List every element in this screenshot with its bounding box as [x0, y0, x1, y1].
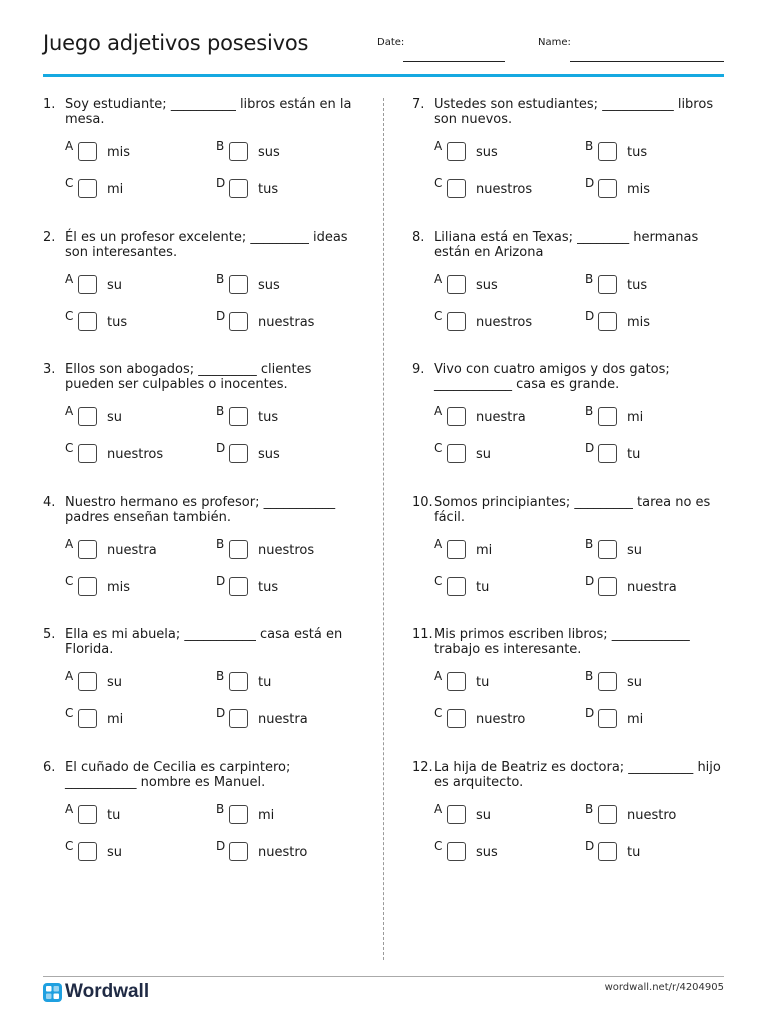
answer-option-d[interactable]: [216, 176, 356, 203]
option-label: nuestra: [107, 543, 157, 558]
option-label: nuestro: [627, 808, 677, 823]
option-label: mi: [627, 712, 644, 727]
option-label: tus: [258, 410, 279, 425]
answer-option-c[interactable]: [65, 309, 205, 336]
option-label: tu: [258, 675, 272, 690]
option-label: nuestros: [476, 315, 533, 330]
option-letter: A: [434, 669, 443, 683]
option-letter: A: [434, 802, 443, 816]
answer-option-a[interactable]: [65, 139, 205, 166]
question-text: Vivo con cuatro amigos y dos gatos; ____________ casa es grande.: [434, 362, 670, 392]
option-letter: D: [216, 839, 226, 853]
option-letter: B: [585, 404, 594, 418]
answer-option-d[interactable]: [216, 309, 356, 336]
answer-option-c[interactable]: [65, 441, 205, 468]
answer-option-b[interactable]: [585, 404, 725, 431]
option-label: mis: [627, 182, 651, 197]
option-label: su: [627, 543, 643, 558]
answer-option-a[interactable]: [434, 669, 574, 696]
option-label: sus: [476, 145, 498, 160]
answer-option-b[interactable]: [216, 537, 356, 564]
option-label: tu: [627, 845, 641, 860]
answer-option-b[interactable]: [216, 139, 356, 166]
question-number: 9.: [412, 362, 425, 377]
option-checkbox[interactable]: [598, 842, 617, 861]
option-label: nuestros: [476, 182, 533, 197]
question-text: El cuñado de Cecilia es carpintero; ___________ nombre es Manuel.: [65, 760, 291, 790]
option-label: mis: [107, 580, 131, 595]
answer-option-d[interactable]: [585, 839, 725, 866]
answer-option-a[interactable]: [65, 537, 205, 564]
option-letter: D: [216, 441, 226, 455]
option-letter: A: [65, 537, 74, 551]
answer-option-a[interactable]: [434, 802, 574, 829]
option-checkbox[interactable]: [78, 672, 97, 691]
page-title: Juego adjetivos posesivos: [43, 31, 309, 55]
question-text: Nuestro hermano es profesor; ___________ padres enseñan también.: [65, 495, 336, 525]
answer-option-a[interactable]: [434, 139, 574, 166]
option-checkbox[interactable]: [447, 179, 466, 198]
option-checkbox[interactable]: [598, 312, 617, 331]
option-letter: B: [216, 139, 225, 153]
answer-option-a[interactable]: [434, 272, 574, 299]
option-letter: D: [585, 574, 595, 588]
option-letter: A: [434, 272, 443, 286]
question-number: 3.: [43, 362, 56, 377]
option-label: sus: [476, 845, 498, 860]
option-checkbox[interactable]: [447, 805, 466, 824]
answer-option-b[interactable]: [216, 802, 356, 829]
answer-option-b[interactable]: [216, 404, 356, 431]
option-checkbox[interactable]: [229, 142, 248, 161]
option-label: nuestros: [107, 447, 164, 462]
option-label: sus: [258, 447, 280, 462]
option-letter: B: [216, 404, 225, 418]
answer-option-a[interactable]: [65, 404, 205, 431]
option-letter: D: [216, 706, 226, 720]
option-label: mi: [258, 808, 275, 823]
question-number: 10.: [412, 495, 433, 510]
option-letter: A: [65, 139, 74, 153]
option-letter: C: [434, 839, 443, 853]
option-letter: A: [65, 272, 74, 286]
answer-option-c[interactable]: [434, 839, 574, 866]
option-label: sus: [258, 145, 280, 160]
option-checkbox[interactable]: [598, 805, 617, 824]
option-label: sus: [258, 278, 280, 293]
option-label: su: [107, 278, 123, 293]
question-text: Ella es mi abuela; ___________ casa está en Florida.: [65, 627, 343, 657]
question-number: 5.: [43, 627, 56, 642]
option-checkbox[interactable]: [229, 577, 248, 596]
option-checkbox[interactable]: [78, 179, 97, 198]
option-label: tu: [476, 675, 490, 690]
option-letter: A: [434, 139, 443, 153]
answer-option-c[interactable]: [434, 176, 574, 203]
option-checkbox[interactable]: [229, 672, 248, 691]
wordwall-logo-icon: [43, 983, 62, 1002]
question-text: Somos principiantes; _________ tarea no es fácil.: [434, 495, 711, 525]
question-number: 11.: [412, 627, 433, 642]
option-letter: A: [65, 404, 74, 418]
option-letter: C: [65, 441, 74, 455]
option-letter: D: [216, 574, 226, 588]
answer-option-a[interactable]: [434, 537, 574, 564]
question-number: 8.: [412, 230, 425, 245]
option-letter: C: [65, 574, 74, 588]
option-checkbox[interactable]: [229, 407, 248, 426]
option-label: tus: [107, 315, 128, 330]
option-checkbox[interactable]: [229, 312, 248, 331]
option-label: su: [107, 410, 123, 425]
option-letter: A: [65, 802, 74, 816]
option-letter: C: [434, 706, 443, 720]
answer-option-c[interactable]: [65, 839, 205, 866]
option-checkbox[interactable]: [78, 275, 97, 294]
question-text: Él es un profesor excelente; _________ ideas son interesantes.: [65, 230, 348, 260]
answer-option-c[interactable]: [434, 706, 574, 733]
option-checkbox[interactable]: [598, 142, 617, 161]
option-checkbox[interactable]: [598, 672, 617, 691]
answer-option-b[interactable]: [216, 272, 356, 299]
header-accent-bar: [43, 74, 724, 77]
option-letter: D: [585, 839, 595, 853]
option-checkbox[interactable]: [447, 577, 466, 596]
option-checkbox[interactable]: [78, 312, 97, 331]
option-checkbox[interactable]: [229, 805, 248, 824]
option-letter: C: [434, 309, 443, 323]
date-field-line[interactable]: [403, 61, 505, 62]
option-checkbox[interactable]: [78, 540, 97, 559]
option-letter: A: [434, 537, 443, 551]
question-text: La hija de Beatriz es doctora; __________ hijo es arquitecto.: [434, 760, 721, 790]
option-letter: D: [585, 176, 595, 190]
answer-option-a[interactable]: [434, 404, 574, 431]
option-letter: C: [65, 839, 74, 853]
option-letter: B: [585, 669, 594, 683]
option-label: nuestros: [258, 543, 315, 558]
option-letter: C: [65, 706, 74, 720]
option-letter: D: [585, 441, 595, 455]
option-checkbox[interactable]: [78, 842, 97, 861]
option-label: mis: [627, 315, 651, 330]
option-checkbox[interactable]: [598, 540, 617, 559]
option-letter: C: [65, 176, 74, 190]
wordwall-logo-text: Wordwall: [65, 981, 150, 1002]
option-checkbox[interactable]: [229, 275, 248, 294]
answer-option-d[interactable]: [585, 706, 725, 733]
answer-option-b[interactable]: [585, 802, 725, 829]
footer-url: wordwall.net/r/4204905: [604, 982, 724, 993]
option-checkbox[interactable]: [598, 179, 617, 198]
option-label: nuestras: [258, 315, 315, 330]
option-label: mi: [107, 182, 124, 197]
option-checkbox[interactable]: [447, 142, 466, 161]
date-label: Date:: [377, 37, 405, 48]
option-checkbox[interactable]: [229, 842, 248, 861]
answer-option-c[interactable]: [65, 574, 205, 601]
answer-option-b[interactable]: [585, 272, 725, 299]
option-label: tus: [627, 145, 648, 160]
option-checkbox[interactable]: [78, 709, 97, 728]
option-letter: B: [216, 802, 225, 816]
option-label: nuestra: [258, 712, 308, 727]
option-checkbox[interactable]: [598, 577, 617, 596]
option-checkbox[interactable]: [598, 444, 617, 463]
option-letter: B: [216, 272, 225, 286]
question-number: 4.: [43, 495, 56, 510]
option-label: nuestra: [627, 580, 677, 595]
option-letter: A: [434, 404, 443, 418]
option-label: su: [107, 845, 123, 860]
answer-option-b[interactable]: [585, 669, 725, 696]
option-letter: C: [434, 176, 443, 190]
option-checkbox[interactable]: [598, 407, 617, 426]
option-label: su: [627, 675, 643, 690]
answer-option-a[interactable]: [65, 669, 205, 696]
option-label: su: [107, 675, 123, 690]
answer-option-a[interactable]: [65, 272, 205, 299]
option-checkbox[interactable]: [447, 540, 466, 559]
option-label: tus: [258, 182, 279, 197]
option-checkbox[interactable]: [447, 672, 466, 691]
option-label: nuestro: [258, 845, 308, 860]
question-text: Liliana está en Texas; ________ hermanas están en Arizona: [434, 230, 699, 260]
option-checkbox[interactable]: [229, 444, 248, 463]
option-letter: C: [65, 309, 74, 323]
option-checkbox[interactable]: [447, 709, 466, 728]
answer-option-d[interactable]: [216, 706, 356, 733]
answer-option-c[interactable]: [65, 176, 205, 203]
option-label: mis: [107, 145, 131, 160]
option-letter: B: [585, 139, 594, 153]
option-checkbox[interactable]: [447, 407, 466, 426]
answer-option-b[interactable]: [216, 669, 356, 696]
answer-option-d[interactable]: [585, 574, 725, 601]
answer-option-d[interactable]: [585, 176, 725, 203]
option-letter: D: [216, 309, 226, 323]
option-checkbox[interactable]: [229, 540, 248, 559]
answer-option-d[interactable]: [585, 309, 725, 336]
option-checkbox[interactable]: [447, 275, 466, 294]
option-letter: A: [65, 669, 74, 683]
option-checkbox[interactable]: [447, 312, 466, 331]
option-label: tu: [107, 808, 121, 823]
option-checkbox[interactable]: [447, 842, 466, 861]
answer-option-b[interactable]: [585, 139, 725, 166]
question-text: Ellos son abogados; _________ clientes pueden ser culpables o inocentes.: [65, 362, 312, 392]
option-letter: D: [585, 309, 595, 323]
question-number: 7.: [412, 97, 425, 112]
option-label: tus: [258, 580, 279, 595]
question-number: 6.: [43, 760, 56, 775]
answer-option-d[interactable]: [216, 839, 356, 866]
answer-option-c[interactable]: [434, 574, 574, 601]
option-checkbox[interactable]: [78, 577, 97, 596]
answer-option-c[interactable]: [434, 441, 574, 468]
footer-divider: [43, 976, 724, 977]
option-checkbox[interactable]: [598, 709, 617, 728]
option-label: nuestra: [476, 410, 526, 425]
option-checkbox[interactable]: [229, 709, 248, 728]
option-letter: B: [216, 537, 225, 551]
answer-option-c[interactable]: [434, 309, 574, 336]
option-letter: B: [216, 669, 225, 683]
option-label: mi: [476, 543, 493, 558]
option-label: mi: [107, 712, 124, 727]
option-label: tu: [627, 447, 641, 462]
name-label: Name:: [538, 37, 571, 48]
option-letter: B: [585, 537, 594, 551]
answer-option-d[interactable]: [585, 441, 725, 468]
option-letter: B: [585, 802, 594, 816]
answer-option-d[interactable]: [216, 441, 356, 468]
option-checkbox[interactable]: [78, 444, 97, 463]
option-checkbox[interactable]: [78, 407, 97, 426]
answer-option-d[interactable]: [216, 574, 356, 601]
question-number: 2.: [43, 230, 56, 245]
option-letter: B: [585, 272, 594, 286]
answer-option-a[interactable]: [65, 802, 205, 829]
column-divider: [383, 98, 384, 960]
option-letter: D: [216, 176, 226, 190]
option-label: tus: [627, 278, 648, 293]
option-label: su: [476, 447, 492, 462]
option-label: nuestro: [476, 712, 526, 727]
question-text: Ustedes son estudiantes; ___________ libros son nuevos.: [434, 97, 714, 127]
option-letter: D: [585, 706, 595, 720]
answer-option-b[interactable]: [585, 537, 725, 564]
option-label: mi: [627, 410, 644, 425]
question-text: Soy estudiante; __________ libros están en la mesa.: [65, 97, 352, 127]
option-checkbox[interactable]: [447, 444, 466, 463]
option-checkbox[interactable]: [78, 805, 97, 824]
question-text: Mis primos escriben libros; ____________ trabajo es interesante.: [434, 627, 690, 657]
option-checkbox[interactable]: [229, 179, 248, 198]
option-label: sus: [476, 278, 498, 293]
question-number: 12.: [412, 760, 433, 775]
option-letter: C: [434, 441, 443, 455]
option-label: tu: [476, 580, 490, 595]
name-field-line[interactable]: [570, 61, 724, 62]
option-label: su: [476, 808, 492, 823]
option-letter: C: [434, 574, 443, 588]
answer-option-c[interactable]: [65, 706, 205, 733]
question-number: 1.: [43, 97, 56, 112]
option-checkbox[interactable]: [78, 142, 97, 161]
option-checkbox[interactable]: [598, 275, 617, 294]
